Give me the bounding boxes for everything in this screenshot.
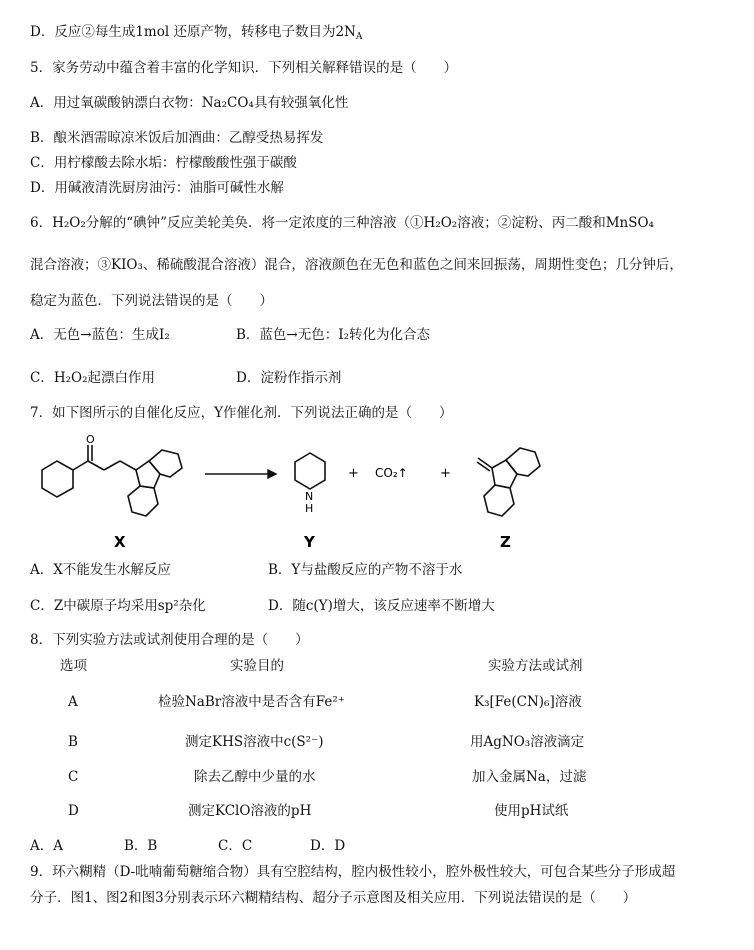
q5-option-a: A．用过氧碳酸钠漂白衣物：Na₂CO₄具有较强氧化性 <box>30 95 349 111</box>
q8-answer-a: A．A <box>30 838 63 854</box>
q6-stem-line2: 混合溶液；③KIO₃、稀硫酸混合溶液）混合，溶液颜色在无色和蓝色之间来回振荡，周期性变色；几分钟后， <box>30 257 683 273</box>
q5-option-d: D．用碱液清洗厨房油污：油脂可碱性水解 <box>30 180 284 196</box>
q6-stem-line3: 稳定为蓝色．下列说法错误的是（ ） <box>30 293 273 309</box>
reaction-arrow <box>205 470 276 478</box>
q6-option-b: B．蓝色→无色：I₂转化为化合态 <box>236 327 430 343</box>
table-cell: B <box>68 734 78 750</box>
table-cell: D <box>68 803 79 819</box>
q7-option-d: D．随c(Y)增大，该反应速率不断增大 <box>268 598 495 614</box>
molecule-y <box>295 453 325 489</box>
nh-hydrogen-label: H <box>305 502 314 515</box>
table-cell: 测定KClO溶液的pH <box>188 803 312 819</box>
q8-answer-d: D．D <box>310 838 346 854</box>
table-cell: 使用pH试纸 <box>494 803 569 819</box>
q5-option-b: B．酿米酒需晾凉米饭后加酒曲：乙醇受热易挥发 <box>30 130 324 146</box>
table-header-purpose: 实验目的 <box>230 658 284 674</box>
reaction-scheme <box>30 430 550 555</box>
q8-answer-c: C．C <box>218 838 253 854</box>
q5-option-c: C．用柠檬酸去除水垢：柠檬酸酸性强于碳酸 <box>30 155 297 171</box>
oxygen-label: O <box>86 433 95 446</box>
table-cell: 用AgNO₃溶液滴定 <box>470 734 585 750</box>
q9-stem-line1: 9．环六糊精（D-吡喃葡萄糖缩合物）具有空腔结构，腔内极性较小，腔外极性较大，可包合某些分子形成超 <box>30 864 676 880</box>
q8-stem: 8．下列实验方法或试剂使用合理的是（ ） <box>30 632 309 648</box>
table-cell: 除去乙醇中少量的水 <box>194 769 316 785</box>
table-cell: 测定KHS溶液中c(S²⁻) <box>185 734 324 750</box>
q7-option-b: B．Y与盐酸反应的产物不溶于水 <box>268 562 463 578</box>
label-y: Y <box>304 533 315 551</box>
q6-stem-line1: 6．H₂O₂分解的“碘钟”反应美轮美奂．将一定浓度的三种溶液（①H₂O₂溶液；②淀粉、丙二酸和MnSO₄ <box>30 215 654 231</box>
table-cell: C <box>68 769 79 785</box>
label-z: Z <box>500 533 511 551</box>
q6-option-a: A．无色→蓝色：生成I₂ <box>30 327 170 343</box>
q7-stem: 7．如下图所示的自催化反应，Y作催化剂．下列说法正确的是（ ） <box>30 405 453 421</box>
label-x: X <box>114 533 126 551</box>
q9-stem-line2: 分子．图1、图2和图3分别表示环六糊精结构、超分子示意图及相关应用．下列说法错误的是（ ） <box>30 890 637 906</box>
table-cell: 加入金属Na，过滤 <box>472 769 587 785</box>
q4-option-d: D．反应②每生成1mol 还原产物，转移电子数目为$2N_A$ <box>30 24 363 42</box>
molecule-z <box>477 448 540 516</box>
nitrogen-label: N <box>305 490 314 503</box>
table-cell: 检验NaBr溶液中是否含有Fe²⁺ <box>158 694 345 710</box>
q8-answer-b: B．B <box>124 838 158 854</box>
plus-sign: + <box>348 466 359 481</box>
q7-option-a: A．X不能发生水解反应 <box>30 562 171 578</box>
table-cell: K₃[Fe(CN)₆]溶液 <box>474 694 582 710</box>
table-header-option: 选项 <box>60 658 87 674</box>
plus-sign: + <box>440 466 451 481</box>
table-header-method: 实验方法或试剂 <box>488 658 583 674</box>
co2-label: CO₂↑ <box>375 466 408 480</box>
q6-option-d: D．淀粉作指示剂 <box>236 370 342 386</box>
q7-option-c: C．Z中碳原子均采用sp²杂化 <box>30 598 206 614</box>
q5-stem: 5．家务劳动中蕴含着丰富的化学知识．下列相关解释错误的是（ ） <box>30 60 458 76</box>
molecule-x <box>42 445 182 516</box>
table-cell: A <box>68 694 78 710</box>
q6-option-c: C．H₂O₂起漂白作用 <box>30 370 155 386</box>
